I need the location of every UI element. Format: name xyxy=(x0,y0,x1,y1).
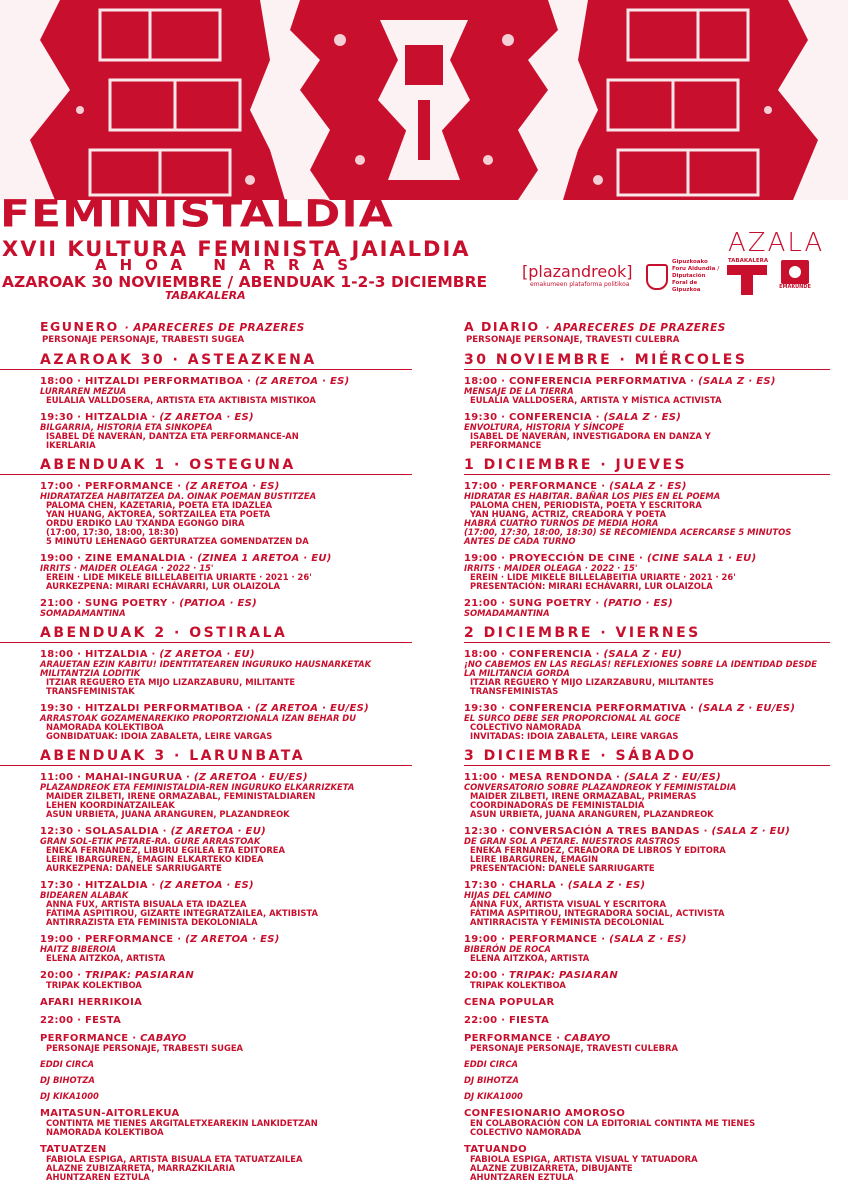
event-credit: PERFORMANCE xyxy=(470,440,542,450)
daily-label: EGUNERO xyxy=(40,319,119,334)
emakunde-icon xyxy=(781,260,809,284)
event-credit: AURKEZPENA: DANELE SARRIUGARTE xyxy=(46,863,222,873)
event-venue: (SALA Z · ES) xyxy=(609,934,687,945)
event-venue: TRIPAK: PASIARAN xyxy=(509,970,619,981)
header-artwork xyxy=(0,0,848,200)
event-credit: TRANSFEMINISTAS xyxy=(470,686,559,696)
event-item xyxy=(464,1015,830,1026)
event-time-type: 17:30 · CHARLA · xyxy=(464,880,564,891)
event-item xyxy=(464,970,830,990)
event-title: SOMADAMANTINA xyxy=(464,608,550,618)
event-time-type: 22:00 · FIESTA xyxy=(464,1015,550,1026)
event-venue: CABAYO xyxy=(140,1033,187,1044)
event-credit: IKERLARIA xyxy=(46,440,96,450)
event-title: LURRAREN MEZUA xyxy=(40,386,127,396)
event-venue: (Z ARETOA · ES) xyxy=(185,481,280,492)
event-time-type: AFARI HERRIKOIA xyxy=(40,997,143,1008)
event-venue: (SALA Z · ES) xyxy=(567,880,646,891)
event-credit: EREIN · LIDE MIKELE BILLELABEITIA URIARTE · 2021 · 26' xyxy=(46,572,312,582)
daily-heading xyxy=(464,320,830,335)
event-time-type: 20:00 · xyxy=(464,970,506,981)
event-venue: (PATIOA · ES) xyxy=(179,598,258,609)
event-list xyxy=(40,481,412,618)
event-heading xyxy=(464,997,830,1008)
day-section xyxy=(464,353,830,450)
event-title: HIDRATAR ES HABITAR. BAÑAR LOS PIES EN EL POEMA xyxy=(464,491,721,501)
event-time-type: 11:00 · MAHAI-INGURUA · xyxy=(40,772,191,783)
event-item xyxy=(464,1033,830,1053)
event-item xyxy=(40,1033,412,1053)
day-heading: 1 DICIEMBRE · JUEVES xyxy=(464,458,830,475)
event-title: HIJAS DEL CAMINO xyxy=(464,890,552,900)
day-heading: AZAROAK 30 · ASTEAZKENA xyxy=(0,353,412,370)
event-title: DJ BIHOTZA xyxy=(40,1075,95,1085)
program-spanish xyxy=(464,318,830,1182)
event-item xyxy=(464,598,830,618)
event-credit: FABIOLA ESPIGA, ARTISTA BISUALA ETA TATUATZAILEA xyxy=(46,1154,303,1164)
tabakalera-logo xyxy=(727,258,769,295)
event-time-type: CENA POPULAR xyxy=(464,997,555,1008)
event-credit: ITZIAR REGUERO Y MIJO LIZARZABURU, MILITANTES xyxy=(470,677,714,687)
event-list xyxy=(464,481,830,618)
event-list xyxy=(40,376,412,450)
event-title: ARRASTOAK GOZAMENAREKIKO PROPORTZIONALA IZAN BEHAR DU xyxy=(40,713,357,723)
day-section xyxy=(40,749,412,1182)
event-credit: ANTIRRACISTA Y FEMINISTA DECOLONIAL xyxy=(470,917,664,927)
event-item xyxy=(40,1060,412,1069)
event-credit: COORDINADORAS DE FEMINISTALDIA xyxy=(470,800,645,810)
event-credit: PALOMA CHEN, KAZETARIA, POETA ETA IDAZLEA xyxy=(46,500,273,510)
event-credit: ASUN URBIETA, JUANA ARANGUREN, PLAZANDREOK xyxy=(470,809,714,819)
event-venue: (SALA Z · EU/ES) xyxy=(698,703,796,714)
event-time-type: 19:00 · ZINE EMANALDIA · xyxy=(40,553,194,564)
event-time-type: 20:00 · xyxy=(40,970,82,981)
daily-title: · APARECERES DE PRAZERES xyxy=(124,322,305,334)
gipuzkoa-logo xyxy=(646,259,722,294)
event-credit: ELENA AITZKOA, ARTISTA xyxy=(470,953,590,963)
event-item xyxy=(40,934,412,963)
event-credit: YAN HUANG, AKTOREA, SORTZAILEA ETA POETA xyxy=(46,509,271,519)
event-time-type: 12:30 · SOLASALDIA · xyxy=(40,826,167,837)
event-time-type: 18:00 · HITZALDIA · xyxy=(40,649,156,660)
event-item xyxy=(40,481,412,546)
event-item xyxy=(464,553,830,591)
event-time-type: 17:00 · PERFORMANCE · xyxy=(464,481,606,492)
event-time-type: 19:30 · HITZALDI PERFORMATIBOA · xyxy=(40,703,252,714)
event-credit: COLECTIVO NAMORADA xyxy=(470,722,581,732)
gipuzkoa-shield-icon xyxy=(646,264,668,290)
event-credit: ISABEL DE NAVERÁN, INVESTIGADORA EN DANZA Y xyxy=(470,431,711,441)
event-title: DJ KIKA1000 xyxy=(464,1091,523,1101)
day-heading: 2 DICIEMBRE · VIERNES xyxy=(464,626,830,643)
event-venue: (SALA Z · EU/ES) xyxy=(623,772,722,783)
event-title: ENVOLTURA, HISTORIA Y SÍNCOPE xyxy=(464,422,625,432)
event-time-type: 21:00 · SUNG POETRY · xyxy=(40,598,176,609)
event-item xyxy=(40,1144,412,1182)
plazandreok-logo xyxy=(522,262,632,288)
event-venue: (PATIO · ES) xyxy=(603,598,674,609)
event-venue: (Z ARETOA · ES) xyxy=(159,412,254,423)
event-title: EL SURCO DEBE SER PROPORCIONAL AL GOCE xyxy=(464,713,681,723)
event-time-type: TATUANDO xyxy=(464,1144,527,1155)
event-venue: (SALA Z · EU) xyxy=(603,649,683,660)
event-venue: (Z ARETOA · EU) xyxy=(170,826,266,837)
event-title: SOMADAMANTINA xyxy=(40,608,126,618)
event-title: GRAN SOL-ETIK PETARE-RA. GURE ARRASTOAK xyxy=(40,836,261,846)
event-venue: (Z ARETOA · ES) xyxy=(185,934,280,945)
event-credit: ELENA AITZKOA, ARTISTA xyxy=(46,953,166,963)
event-item xyxy=(464,649,830,696)
event-item xyxy=(464,934,830,963)
event-credit: ALAZNE ZUBIZARRETA, MARRAZKILARIA xyxy=(46,1163,236,1173)
event-credit: PRESENTACIÓN: MIRARI ECHÁVARRI, LUR OLAIZOLA xyxy=(470,581,713,591)
event-time-type: 19:30 · CONFERENCIA · xyxy=(464,412,600,423)
event-item xyxy=(464,703,830,741)
event-note: ANTES DE CADA TURNO xyxy=(464,536,576,546)
event-title: BIDEAREN ALABAK xyxy=(40,890,129,900)
event-item xyxy=(40,598,412,618)
day-section xyxy=(464,626,830,741)
event-time-type: 18:00 · HITZALDI PERFORMATIBOA · xyxy=(40,376,252,387)
event-credit: MAIDER ZILBETI, IRENE ORMAZABAL, FEMINISTALDIAREN xyxy=(46,791,316,801)
event-credit: EULALIA VALLDOSERA, ARTISTA ETA AKTIBISTA MISTIKOA xyxy=(46,395,316,405)
event-item xyxy=(464,1108,830,1137)
event-item xyxy=(40,553,412,591)
festival-dates: AZAROAK 30 NOVIEMBRE / ABENDUAK 1-2-3 DICIEMBRE xyxy=(2,273,488,291)
azala-logo: AZALA xyxy=(728,228,825,258)
event-venue: (SALA Z · ES) xyxy=(609,481,687,492)
day-heading: ABENDUAK 1 · OSTEGUNA xyxy=(0,458,412,475)
event-time-type: 11:00 · MESA RENDONDA · xyxy=(464,772,621,783)
event-time-type: TATUATZEN xyxy=(40,1144,107,1155)
day-section xyxy=(464,749,830,1182)
event-credit: FÁTIMA ASPITIROU, INTEGRADORA SOCIAL, ACTIVISTA xyxy=(470,908,725,918)
event-item xyxy=(40,970,412,990)
event-heading xyxy=(40,997,412,1008)
event-title: ARAUETAN EZIN KABITU! IDENTITATEAREN INGURUKO HAUSNARKETAK MILITANTZIA LODITIK xyxy=(40,659,372,678)
event-credit: FABIOLA ESPIGA, ARTISTA VISUAL Y TATUADORA xyxy=(470,1154,698,1164)
event-item xyxy=(464,1092,830,1101)
event-venue: (SALA Z · ES) xyxy=(603,412,682,423)
event-venue: (Z ARETOA · EU) xyxy=(159,649,255,660)
event-heading xyxy=(464,1015,830,1026)
program-basque xyxy=(40,318,412,1182)
tabakalera-name: TABAKALERA xyxy=(727,258,769,264)
event-list xyxy=(464,376,830,450)
event-item xyxy=(40,412,412,450)
event-item xyxy=(464,772,830,819)
event-list xyxy=(40,649,412,741)
event-title: EDDI CIRCA xyxy=(464,1059,518,1069)
event-credit: MAIDER ZILBETI, IRENE ORMAZABAL, PRIMERAS xyxy=(470,791,697,801)
daily-heading xyxy=(40,320,412,335)
event-time-type: PERFORMANCE · xyxy=(464,1033,561,1044)
event-item xyxy=(40,1015,412,1026)
event-time-type: 17:30 · HITZALDIA · xyxy=(40,880,156,891)
event-credit: CONTINTA ME TIENES ARGITALETXEAREKIN LANKIDETZAN xyxy=(46,1118,318,1128)
event-item xyxy=(464,880,830,927)
event-time-type: 22:00 · FESTA xyxy=(40,1015,122,1026)
event-time-type: CONFESIONARIO AMOROSO xyxy=(464,1108,626,1119)
festival-theme: AHOA NARRAS xyxy=(95,256,362,274)
event-credit: LEHEN KOORDINATZAILEAK xyxy=(46,800,175,810)
event-credit: EREIN · LIDE MIKELE BILLELABEITIA URIARTE · 2021 · 26' xyxy=(470,572,736,582)
festival-subtitle: XVII KULTURA FEMINISTA JAIALDIA xyxy=(2,237,471,261)
day-section xyxy=(40,626,412,741)
tabakalera-t-icon xyxy=(727,265,767,295)
daily-subtitle: PERSONAJE PERSONAJE, TRABESTI SUGEA xyxy=(42,335,245,345)
event-credit: PALOMA CHEN, PERIODISTA, POETA Y ESCRITORA xyxy=(470,500,702,510)
event-credit: TRIPAK KOLEKTIBOA xyxy=(470,980,566,990)
event-credit: NAMORADA KOLEKTIBOA xyxy=(46,1127,164,1137)
event-credit: AHUNTZAREN EZTULA xyxy=(470,1172,574,1182)
event-credit: ANNA FUX, ARTISTA VISUAL Y ESCRITORA xyxy=(470,899,666,909)
event-time-type: 19:00 · PERFORMANCE · xyxy=(464,934,606,945)
event-item xyxy=(464,1060,830,1069)
event-title: DJ BIHOTZA xyxy=(464,1075,519,1085)
event-note: (17:00, 17:30, 18:00, 18:30) SE RECOMIENDA ACERCARSE 5 MINUTOS xyxy=(464,527,792,537)
event-item xyxy=(464,826,830,873)
event-list xyxy=(40,772,412,1182)
event-title: ¡NO CABEMOS EN LAS REGLAS! REFLEXIONES SOBRE LA IDENTIDAD DESDE LA MILITANCIA GORDA xyxy=(464,659,818,678)
event-item xyxy=(40,1108,412,1137)
event-item xyxy=(40,376,412,405)
event-title: IRRITS · MAIDER OLEAGA · 2022 · 15' xyxy=(464,563,638,573)
event-credit: PERSONAJE PERSONAJE, TRAVESTI CULEBRA xyxy=(470,1043,678,1053)
event-item xyxy=(40,649,412,696)
event-credit: LEIRE IBARGUREN, EMAGIN ELKARTEKO KIDEA xyxy=(46,854,264,864)
event-credit: YAN HUANG, ACTRIZ, CREADORA Y POETA xyxy=(470,509,666,519)
event-list xyxy=(464,772,830,1182)
event-credit: COLECTIVO NAMORADA xyxy=(470,1127,581,1137)
plazandreok-tagline: emakumeen plataforma politikoa xyxy=(530,281,630,288)
event-credit: ISABEL DE NAVERÁN, DANTZA ETA PERFORMANCE-AN xyxy=(46,431,299,441)
event-title: HAITZ BIBEROIA xyxy=(40,944,117,954)
event-credit: NAMORADA KOLEKTIBOA xyxy=(46,722,164,732)
event-venue: (SALA Z · ES) xyxy=(698,376,776,387)
event-time-type: 19:00 · PERFORMANCE · xyxy=(40,934,182,945)
event-time-type: 19:30 · CONFERENCIA PERFORMATIVA · xyxy=(464,703,695,714)
event-item xyxy=(40,880,412,927)
event-time-type: 19:30 · HITZALDIA · xyxy=(40,412,156,423)
event-item xyxy=(464,481,830,546)
event-venue: (ZINEA 1 ARETOA · EU) xyxy=(197,553,332,564)
event-time-type: 18:00 · CONFERENCIA · xyxy=(464,649,600,660)
day-section xyxy=(40,353,412,450)
day-heading: ABENDUAK 2 · OSTIRALA xyxy=(0,626,412,643)
event-item xyxy=(40,997,412,1008)
event-credit: ENEKA FERNANDEZ, CREADORA DE LIBROS Y EDITORA xyxy=(470,845,726,855)
event-title: HIDRATATZEA HABITATZEA DA. OINAK POEMAN BUSTITZEA xyxy=(40,491,317,501)
event-item xyxy=(40,703,412,741)
event-time-type: 17:00 · PERFORMANCE · xyxy=(40,481,182,492)
event-credit: 5 MINUTU LEHENAGO GERTURATZEA GOMENDATZEN DA xyxy=(46,536,309,546)
event-item xyxy=(40,826,412,873)
event-credit: PERSONAJE PERSONAJE, TRABESTI SUGEA xyxy=(46,1043,244,1053)
event-title: CONVERSATORIO SOBRE PLAZANDREOK Y FEMINISTALDIA xyxy=(464,782,737,792)
event-credit: AHUNTZAREN EZTULA xyxy=(46,1172,150,1182)
event-time-type: MAITASUN-AITORLEKUA xyxy=(40,1108,180,1119)
event-credit: EN COLABORACIÓN CON LA EDITORIAL CONTINTA ME TIENES xyxy=(470,1118,756,1128)
event-credit: ALAZNE ZUBIZARRETA, DIBUJANTE xyxy=(470,1163,633,1173)
event-title: DE GRAN SOL A PETARE. NUESTROS RASTROS xyxy=(464,836,680,846)
event-venue: (Z ARETOA · EU/ES) xyxy=(255,703,370,714)
event-venue: (CINE SALA 1 · EU) xyxy=(646,553,757,564)
daily-label: A DIARIO xyxy=(464,319,540,334)
event-credit: ASUN URBIETA, JUANA ARANGUREN, PLAZANDREOK xyxy=(46,809,290,819)
event-item xyxy=(40,1092,412,1101)
event-credit: GONBIDATUAK: IDOIA ZABALETA, LEIRE VARGAS xyxy=(46,731,273,741)
plazandreok-name: [plazandreok] xyxy=(522,262,633,281)
event-venue: (Z ARETOA · ES) xyxy=(255,376,350,387)
event-venue: CABAYO xyxy=(564,1033,611,1044)
event-credit: EULALIA VALLDOSERA, ARTISTA Y MÍSTICA ACTIVISTA xyxy=(470,395,722,405)
event-credit: TRIPAK KOLEKTIBOA xyxy=(46,980,142,990)
event-venue: (Z ARETOA · EU/ES) xyxy=(193,772,308,783)
event-title: BILGARRIA, HISTORIA ETA SINKOPEA xyxy=(40,422,213,432)
event-credit: ANNA FUX, ARTISTA BISUALA ETA IDAZLEA xyxy=(46,899,247,909)
gipuzkoa-name: Gipuzkoako Foru Aldundia / Diputación Foral de Gipuzkoa xyxy=(672,259,720,293)
event-title: BIBERÓN DE ROCA xyxy=(464,944,551,954)
event-credit: FÁTIMA ASPITIROU, GIZARTE INTEGRATZAILEA, AKTIBISTA xyxy=(46,908,318,918)
event-credit: ENEKA FERNANDEZ, LIBURU EGILEA ETA EDITOREA xyxy=(46,845,285,855)
daily-title: · APARECERES DE PRAZERES xyxy=(545,322,726,334)
event-credit: INVITADAS: IDOIA ZABALETA, LEIRE VARGAS xyxy=(470,731,679,741)
event-title: DJ KIKA1000 xyxy=(40,1091,99,1101)
event-venue: TRIPAK: PASIARAN xyxy=(85,970,195,981)
day-heading: ABENDUAK 3 · LARUNBATA xyxy=(0,749,412,766)
event-item xyxy=(464,412,830,450)
event-note: HABRÁ CUATRO TURNOS DE MEDIA HORA xyxy=(464,518,659,528)
event-credit: ITZIAR REGUERO ETA MIJO LIZARZABURU, MILITANTE xyxy=(46,677,296,687)
event-time-type: 21:00 · SUNG POETRY · xyxy=(464,598,600,609)
event-item xyxy=(464,1076,830,1085)
event-time-type: 18:00 · CONFERENCIA PERFORMATIVA · xyxy=(464,376,695,387)
event-item xyxy=(40,772,412,819)
daily-subtitle: PERSONAJE PERSONAJE, TRAVESTI CULEBRA xyxy=(466,335,680,345)
event-title: IRRITS · MAIDER OLEAGA · 2022 · 15' xyxy=(40,563,214,573)
day-section xyxy=(464,458,830,618)
event-title: PLAZANDREOK ETA FEMINISTALDIA-REN INGURUKO ELKARRIZKETA xyxy=(40,782,355,792)
festival-venue: TABAKALERA xyxy=(165,289,246,302)
event-item xyxy=(464,997,830,1008)
event-credit: LEIRE IBARGUREN, EMAGIN xyxy=(470,854,599,864)
event-item xyxy=(40,1076,412,1085)
event-title: MENSAJE DE LA TIERRA xyxy=(464,386,574,396)
day-section xyxy=(40,458,412,618)
event-time-type: 19:00 · PROYECCIÓN DE CINE · xyxy=(464,553,644,564)
event-title: EDDI CIRCA xyxy=(40,1059,94,1069)
event-credit: AURKEZPENA: MIRARI ECHÁVARRI, LUR OLAIZOLA xyxy=(46,581,280,591)
event-list xyxy=(464,649,830,741)
event-credit: TRANSFEMINISTAK xyxy=(46,686,135,696)
event-venue: (Z ARETOA · ES) xyxy=(159,880,254,891)
event-item xyxy=(464,376,830,405)
event-credit: PRESENTACIÓN: DANELE SARRIUGARTE xyxy=(470,863,655,873)
day-heading: 3 DICIEMBRE · SÁBADO xyxy=(464,749,830,766)
event-credit: ORDU ERDIKO LAU TXANDA EGONGO DIRA xyxy=(46,518,245,528)
festival-title: FEMINISTALDIA xyxy=(0,192,394,236)
event-credit: (17:00, 17:30, 18:00, 18:30) xyxy=(46,527,179,537)
emakunde-logo xyxy=(778,260,812,290)
emakunde-name: EMAKUNDE xyxy=(779,284,811,290)
day-heading: 30 NOVIEMBRE · MIÉRCOLES xyxy=(464,353,830,370)
event-item xyxy=(464,1144,830,1182)
event-time-type: PERFORMANCE · xyxy=(40,1033,137,1044)
event-credit: ANTIRRAZISTA ETA FEMINISTA DEKOLONIALA xyxy=(46,917,258,927)
event-heading xyxy=(40,1015,412,1026)
event-time-type: 12:30 · CONVERSACIÓN A TRES BANDAS · xyxy=(464,826,708,837)
event-venue: (SALA Z · EU) xyxy=(711,826,791,837)
